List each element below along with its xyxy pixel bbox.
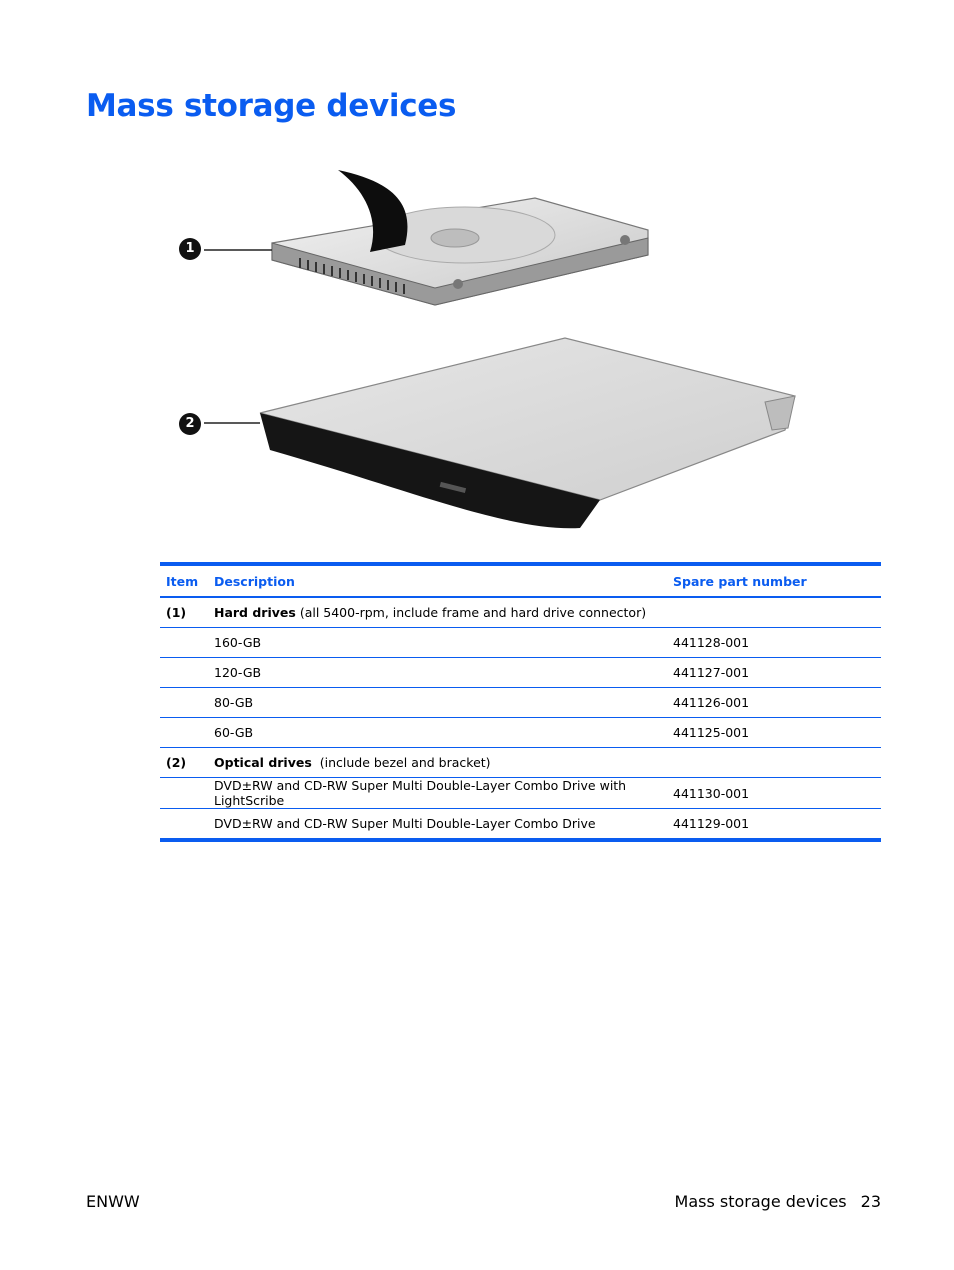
group-title: Optical drives [214,755,312,770]
group-note: (all 5400-rpm, include frame and hard drive connector) [299,605,647,620]
row-part-number: 441126-001 [667,688,881,718]
drive-illustration [160,160,820,540]
row-description: DVD±RW and CD-RW Super Multi Double-Layer Combo Drive with LightScribe [208,778,667,809]
header-spare-part-number: Spare part number [673,573,807,589]
group-note: (include bezel and bracket) [319,755,491,770]
group-title: Hard drives [214,605,296,620]
hard-drive-image [272,170,648,305]
spare-parts-table [160,562,881,842]
row-part-number: 441127-001 [667,658,881,688]
table-row [160,778,881,809]
footer-section-title: Mass storage devices [674,1192,847,1211]
row-description: 160-GB [208,628,667,658]
header-description: Description [214,573,295,589]
row-description: 120-GB [208,658,667,688]
group-description [208,597,881,628]
row-part-number: 441125-001 [667,718,881,748]
table-group-row [160,748,881,778]
footer-section [675,1192,881,1211]
table-row [160,809,881,841]
callout-2: 2 [179,413,201,435]
row-part-number: 441128-001 [667,628,881,658]
footer-doc-id: ENWW [86,1192,140,1211]
row-description: 80-GB [208,688,667,718]
group-description [208,748,881,778]
optical-drive-image [260,338,795,528]
row-part-number: 441129-001 [667,809,881,841]
row-description: 60-GB [208,718,667,748]
page-number: 23 [860,1192,881,1211]
parts-illustration [160,160,820,540]
row-description: DVD±RW and CD-RW Super Multi Double-Layer Combo Drive [208,809,667,841]
table-group-row [160,597,881,628]
header-item: Item [166,573,199,589]
callout-1: 1 [179,238,201,260]
table-header-row [160,564,881,597]
table-row [160,718,881,748]
page-title: Mass storage devices [86,88,457,124]
table-row [160,658,881,688]
table-row [160,688,881,718]
row-part-number: 441130-001 [667,778,881,809]
group-item: (2) [160,748,208,778]
table-row [160,628,881,658]
group-item: (1) [160,597,208,628]
